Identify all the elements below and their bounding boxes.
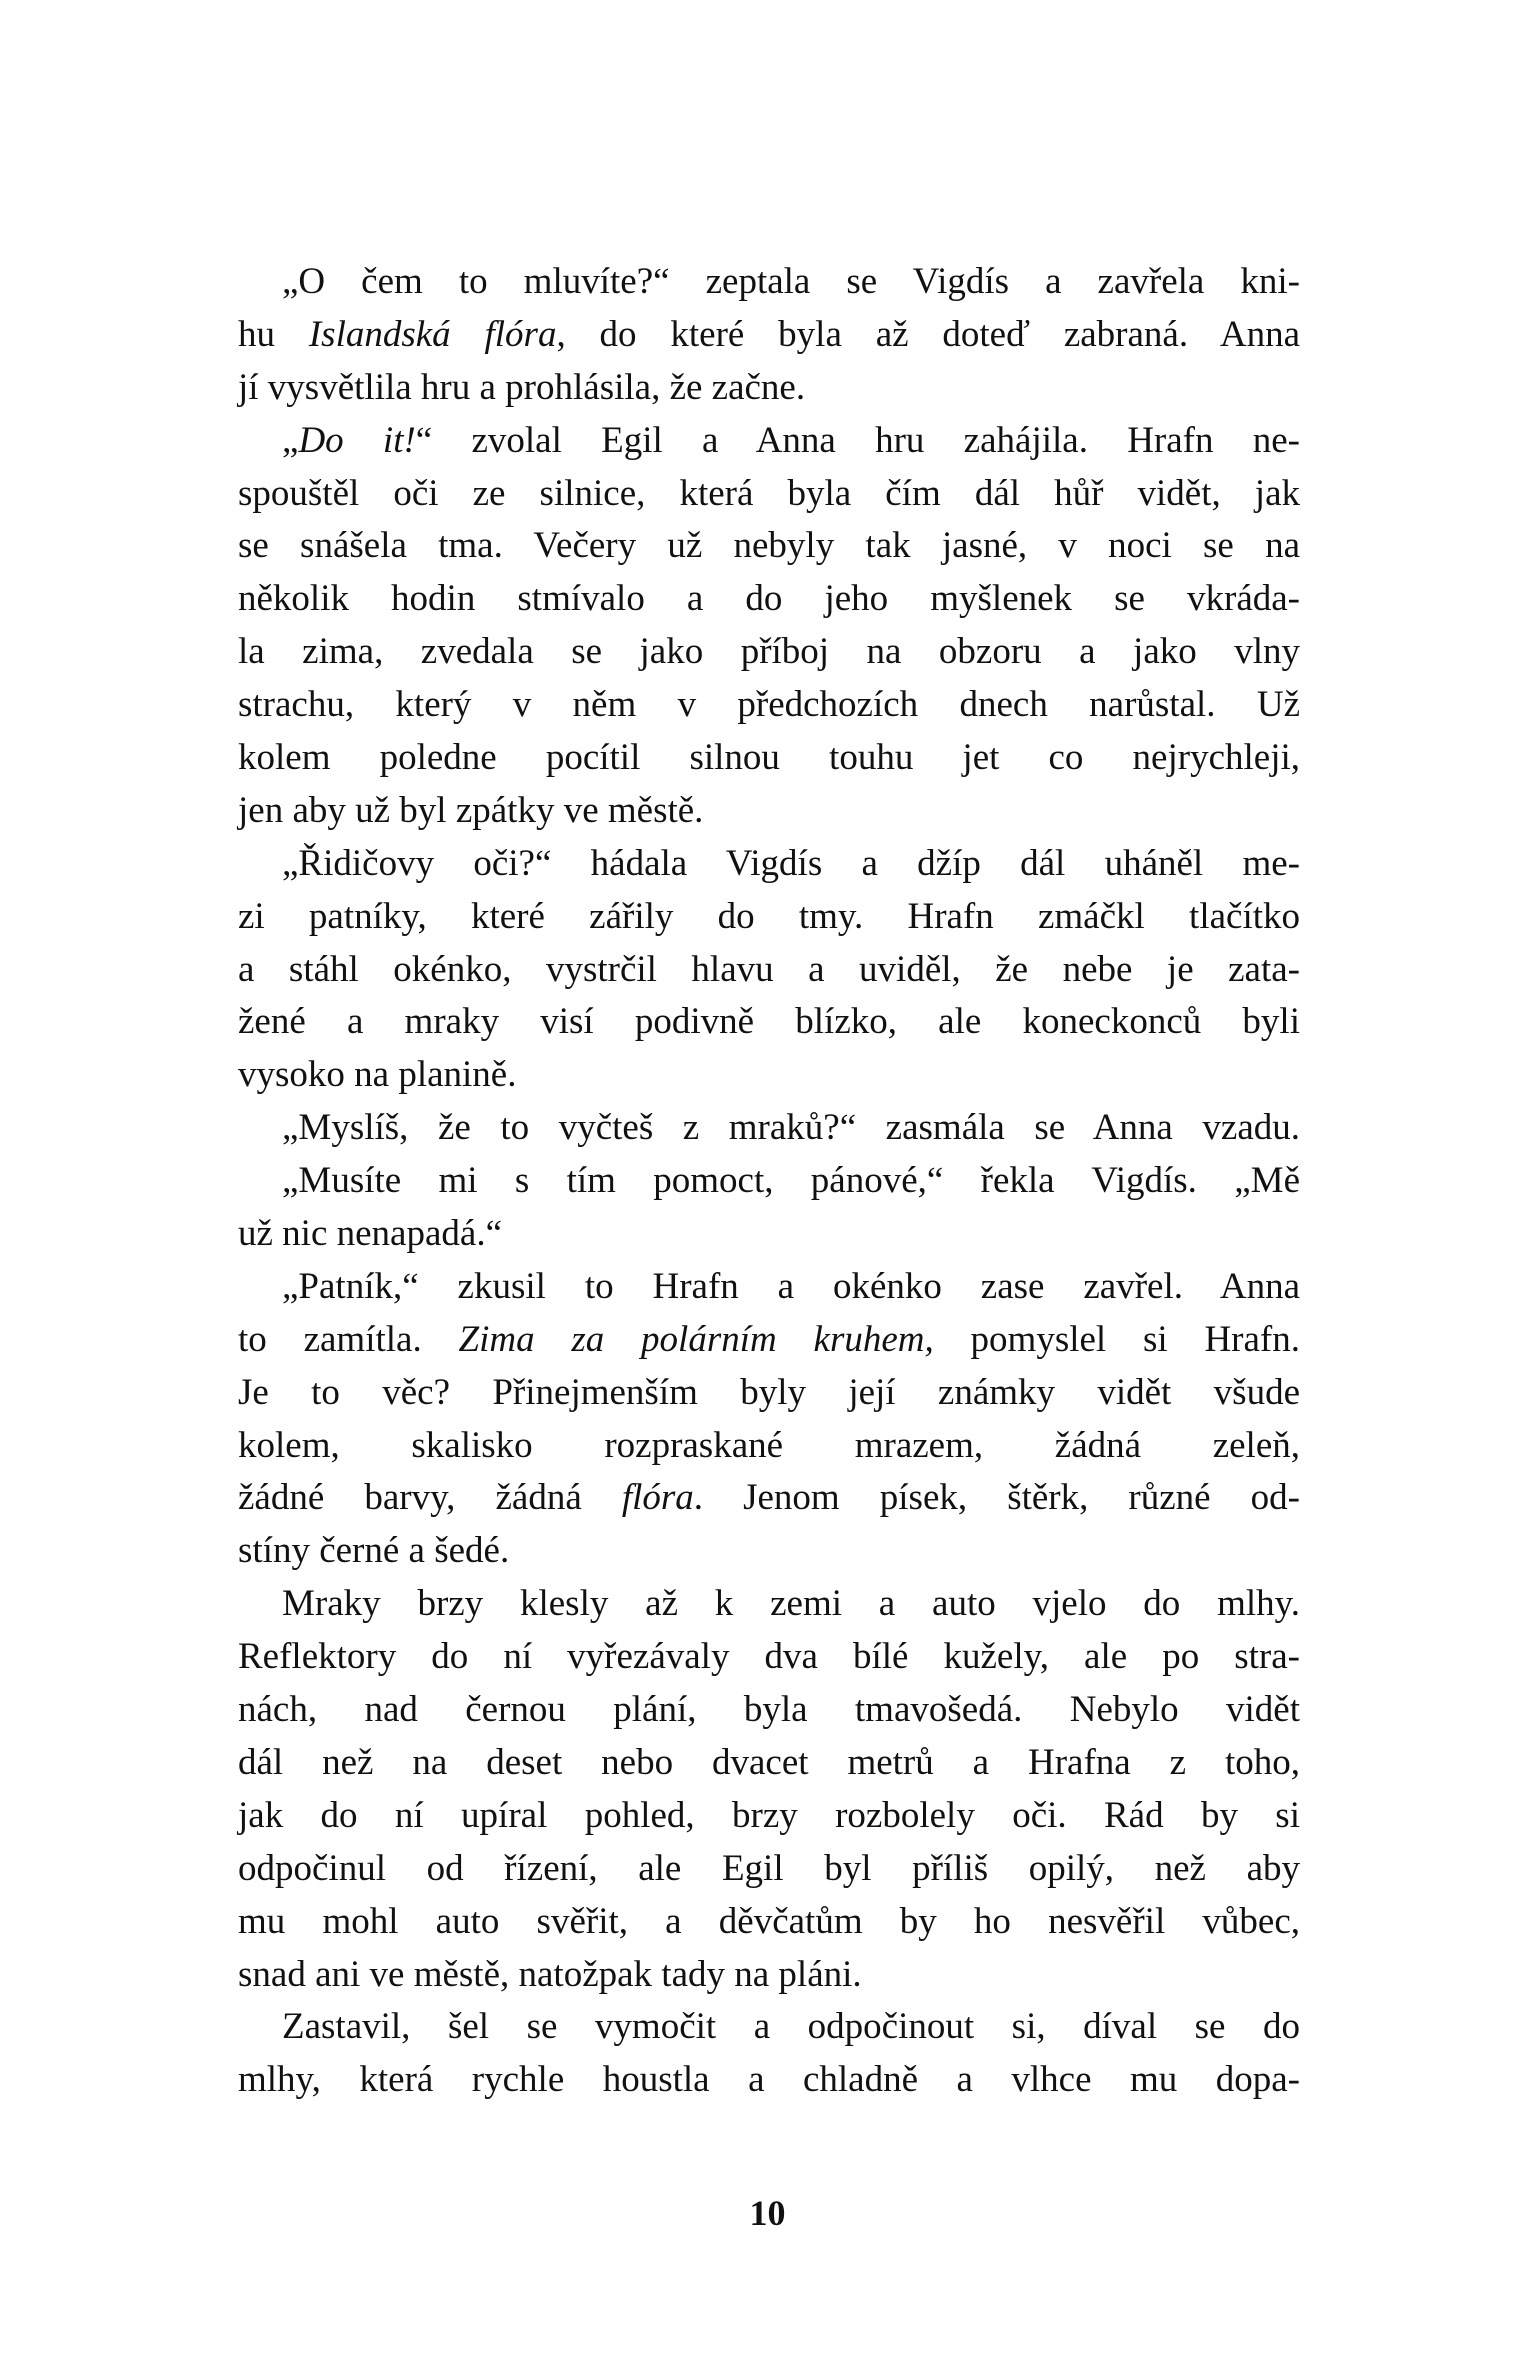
text-segment: kolem poledne pocítil silnou touhu jet co nejrychleji, xyxy=(238,737,1300,779)
text-segment: dál než na deset nebo dvacet metrů a Hrafna z toho, xyxy=(238,1741,1300,1783)
text-line xyxy=(238,362,1300,415)
text-segment: strachu, který v něm v předchozích dnech narůstal. Už xyxy=(238,684,1300,726)
text-segment: Je to věc? Přinejmenším byly její známky vidět všude xyxy=(238,1371,1300,1413)
paragraph xyxy=(238,1102,1300,1155)
paragraph xyxy=(238,1261,1300,1578)
text-line xyxy=(238,2054,1300,2107)
text-segment: „Myslíš, že to vyčteš z mraků?“ zasmála se Anna vzadu. xyxy=(282,1107,1300,1149)
text-segment: mu mohl auto svěřit, a děvčatům by ho nesvěřil vůbec, xyxy=(238,1900,1300,1942)
text-segment: la zima, zvedala se jako příboj na obzoru a jako vlny xyxy=(238,631,1300,673)
text-line xyxy=(238,1949,1300,2002)
text-segment: jen aby už byl zpátky ve městě. xyxy=(238,789,704,831)
text-segment: jí vysvětlila hru a prohlásila, že začne. xyxy=(238,366,806,408)
text-line xyxy=(238,1472,1300,1525)
paragraph xyxy=(238,1155,1300,1261)
text-line xyxy=(238,838,1300,891)
text-line xyxy=(238,1684,1300,1737)
text-segment: Zastavil, šel se vymočit a odpočinout si, díval se do xyxy=(282,2006,1300,2048)
text-segment: odpočinul od řízení, ale Egil byl příliš opilý, než aby xyxy=(238,1847,1300,1889)
text-line xyxy=(238,732,1300,785)
text-segment: snad ani ve městě, natožpak tady na pláni. xyxy=(238,1953,862,1995)
text-segment: a stáhl okénko, vystrčil hlavu a uviděl, že nebe je zata- xyxy=(238,948,1300,990)
text-line xyxy=(238,1208,1300,1261)
paragraph xyxy=(238,1578,1300,2001)
text-segment: kolem, skalisko rozpraskané mrazem, žádná zeleň, xyxy=(238,1424,1300,1466)
text-line xyxy=(238,415,1300,468)
text-segment: žádné barvy, žádná xyxy=(238,1477,622,1519)
italic-text: flóra xyxy=(621,1477,694,1519)
body-text xyxy=(238,256,1300,2107)
text-segment: to zamítla. xyxy=(238,1318,459,1360)
italic-text: Zima za polárním kruhem, xyxy=(458,1318,934,1360)
text-line xyxy=(238,1049,1300,1102)
paragraph xyxy=(238,2001,1300,2107)
text-segment: několik hodin stmívalo a do jeho myšlenek se vkráda- xyxy=(238,578,1300,620)
italic-text: Do it! xyxy=(298,419,416,461)
text-line xyxy=(238,1578,1300,1631)
text-line xyxy=(238,944,1300,997)
text-line xyxy=(238,1790,1300,1843)
text-segment: „Řidičovy oči?“ hádala Vigdís a džíp dál uháněl me- xyxy=(282,842,1300,884)
text-line xyxy=(238,1525,1300,1578)
text-segment: vysoko na planině. xyxy=(238,1054,517,1096)
text-line xyxy=(238,256,1300,309)
text-line xyxy=(238,1420,1300,1473)
text-segment: spouštěl oči ze silnice, která byla čím dál hůř vidět, jak xyxy=(238,472,1300,514)
text-line xyxy=(238,996,1300,1049)
text-line xyxy=(238,679,1300,732)
paragraph xyxy=(238,256,1300,415)
page-number: 10 xyxy=(749,2193,786,2233)
text-line xyxy=(238,1896,1300,1949)
text-segment: hu xyxy=(238,313,309,355)
text-line xyxy=(238,1155,1300,1208)
text-segment: se snášela tma. Večery už nebyly tak jasné, v noci se na xyxy=(238,525,1300,567)
text-line xyxy=(238,2001,1300,2054)
text-line xyxy=(238,1367,1300,1420)
text-segment: , do které byla až doteď zabraná. Anna xyxy=(556,313,1301,355)
text-segment: nách, nad černou plání, byla tmavošedá. Nebylo vidět xyxy=(238,1689,1300,1731)
text-line xyxy=(238,520,1300,573)
text-segment: pomyslel si Hrafn. xyxy=(933,1318,1300,1360)
text-segment: „ xyxy=(282,419,299,461)
text-segment: Mraky brzy klesly až k zemi a auto vjelo do mlhy. xyxy=(282,1583,1300,1625)
text-segment: Reflektory do ní vyřezávaly dva bílé kužely, ale po stra- xyxy=(238,1636,1300,1678)
text-line xyxy=(238,1631,1300,1684)
text-segment: . Jenom písek, štěrk, různé od- xyxy=(693,1477,1300,1519)
text-segment: “ zvolal Egil a Anna hru zahájila. Hrafn ne- xyxy=(415,419,1300,461)
text-line xyxy=(238,1102,1300,1155)
italic-text: Islandská flóra xyxy=(308,313,557,355)
text-line xyxy=(238,891,1300,944)
text-segment: už nic nenapadá.“ xyxy=(238,1213,502,1255)
text-segment: „Patník,“ zkusil to Hrafn a okénko zase zavřel. Anna xyxy=(282,1265,1300,1307)
paragraph xyxy=(238,838,1300,1102)
text-segment: „O čem to mluvíte?“ zeptala se Vigdís a zavřela kni- xyxy=(282,261,1300,302)
text-line xyxy=(238,1261,1300,1314)
text-line xyxy=(238,309,1300,362)
text-segment: žené a mraky visí podivně blízko, ale koneckonců byli xyxy=(238,1001,1300,1043)
text-segment: mlhy, která rychle houstla a chladně a vlhce mu dopa- xyxy=(238,2059,1300,2101)
text-segment: stíny černé a šedé. xyxy=(238,1530,510,1572)
paragraph xyxy=(238,415,1300,838)
text-line xyxy=(238,1314,1300,1367)
text-line xyxy=(238,468,1300,521)
text-line xyxy=(238,626,1300,679)
text-line xyxy=(238,1737,1300,1790)
text-line xyxy=(238,785,1300,838)
text-segment: zi patníky, které zářily do tmy. Hrafn zmáčkl tlačítko xyxy=(238,895,1300,937)
text-segment: jak do ní upíral pohled, brzy rozbolely oči. Rád by si xyxy=(238,1794,1300,1836)
text-segment: „Musíte mi s tím pomoct, pánové,“ řekla Vigdís. „Mě xyxy=(282,1160,1300,1202)
text-line xyxy=(238,1843,1300,1896)
text-line xyxy=(238,573,1300,626)
